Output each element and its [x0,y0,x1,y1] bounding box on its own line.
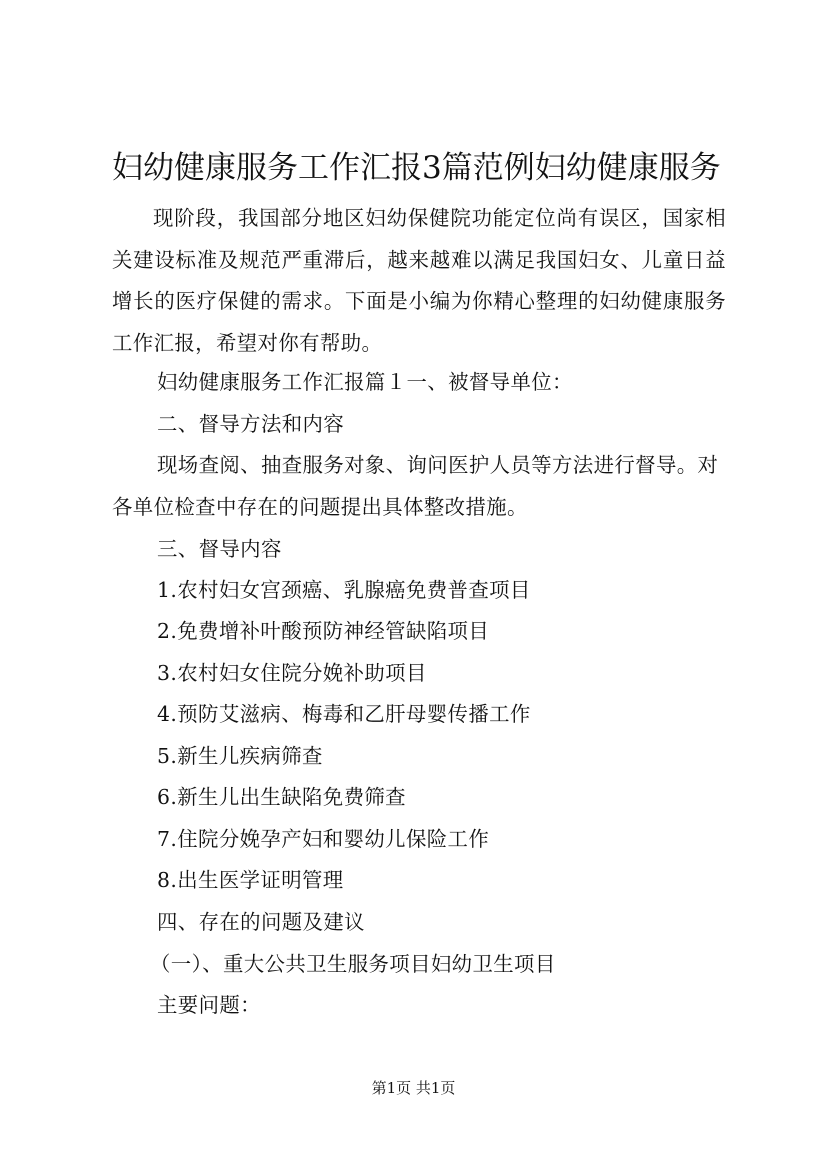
method-paragraph: 现场查阅、抽查服务对象、询问医护人员等方法进行督导。对各单位检查中存在的问题提出具体整改措施。 [112,453,719,519]
section-two-heading: 二、督导方法和内容 [157,412,345,436]
list-item: 8.出生医学证明管理 [157,868,344,892]
section-three-heading: 三、督导内容 [157,537,282,561]
section-four-heading: 四、存在的问题及建议 [157,910,365,934]
subsection-heading: （一）、重大公共卫生服务项目妇幼卫生项目 [150,952,556,976]
list-item: 4.预防艾滋病、梅毒和乙肝母婴传播工作 [157,702,531,726]
report-heading-line: 妇幼健康服务工作汇报篇１一、被督导单位： [157,370,573,394]
document-title: 妇幼健康服务工作汇报3篇范例妇幼健康服务 [112,150,721,186]
list-item: 6.新生儿出生缺陷免费筛查 [157,785,406,809]
list-item: 3.农村妇女住院分娩补助项目 [157,661,427,685]
intro-paragraph: 现阶段，我国部分地区妇幼保健院功能定位尚有误区，国家相关建设标准及规范严重滞后，越来越难以满足我国妇女、儿童日益增长的医疗保健的需求。下面是小编为你精心整理的妇幼健康服务工作汇报，希望对你有帮助。 [112,206,726,355]
main-problems-label: 主要问题： [157,993,261,1017]
list-item: 1.农村妇女宫颈癌、乳腺癌免费普查项目 [157,578,531,602]
list-item: 2.免费增补叶酸预防神经管缺陷项目 [157,619,490,643]
list-item: 7.住院分娩孕产妇和婴幼儿保险工作 [157,827,490,851]
list-item: 5.新生儿疾病筛查 [157,744,323,768]
page-footer: 第1页 共1页 [371,1079,456,1097]
